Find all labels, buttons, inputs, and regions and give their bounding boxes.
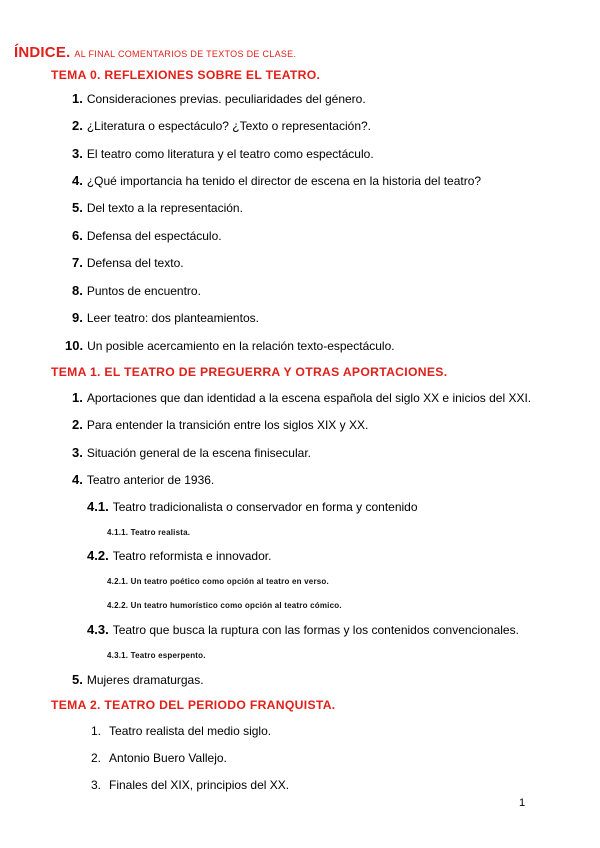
sub-item: 4.1. Teatro tradicionalista o conservador en forma y contenido	[87, 499, 418, 514]
list-item: 10. Un posible acercamiento en la relación texto-espectáculo.	[65, 338, 395, 353]
list-item: 9. Leer teatro: dos planteamientos.	[72, 310, 259, 325]
tema2-title: TEMA 2. TEATRO DEL PERIODO FRANQUISTA.	[51, 698, 336, 712]
list-item: 3. Finales del XIX, principios del XX.	[91, 778, 290, 792]
subsub-item: 4.1.1. Teatro realista.	[107, 528, 191, 537]
page-number: 1	[519, 797, 526, 809]
index-title: ÍNDICE.	[14, 44, 71, 61]
subsub-item: 4.3.1. Teatro esperpento.	[107, 651, 206, 660]
list-item: 1. Consideraciones previas. peculiaridades del género.	[72, 91, 366, 106]
tema1-title: TEMA 1. EL TEATRO DE PREGUERRA Y OTRAS APORTACIONES.	[51, 365, 448, 379]
list-item: 4. ¿Qué importancia ha tenido el director de escena en la historia del teatro?	[72, 173, 482, 188]
list-item: 2. Para entender la transición entre los siglos XIX y XX.	[72, 417, 369, 432]
list-item: 5. Mujeres dramaturgas.	[72, 672, 204, 687]
tema0-title: TEMA 0. REFLEXIONES SOBRE EL TEATRO.	[51, 68, 321, 82]
list-item: 2. Antonio Buero Vallejo.	[91, 751, 227, 765]
list-item: 1. Teatro realista del medio siglo.	[91, 724, 272, 738]
sub-item: 4.2. Teatro reformista e innovador.	[87, 548, 272, 563]
list-item: 3. El teatro como literatura y el teatro como espectáculo.	[72, 146, 374, 161]
list-item: 4. Teatro anterior de 1936.	[72, 472, 215, 487]
list-item: 7. Defensa del texto.	[72, 255, 184, 270]
list-item: 2. ¿Literatura o espectáculo? ¿Texto o representación?.	[72, 118, 372, 133]
sub-item: 4.3. Teatro que busca la ruptura con las formas y los contenidos convencionales.	[87, 622, 519, 637]
list-item: 1. Aportaciones que dan identidad a la escena española del siglo XX e inicios del XXI.	[72, 390, 532, 405]
list-item: 5. Del texto a la representación.	[72, 200, 243, 215]
list-item: 8. Puntos de encuentro.	[72, 283, 201, 298]
subsub-item: 4.2.2. Un teatro humorístico como opción al teatro cómico.	[107, 601, 342, 610]
subsub-item: 4.2.1. Un teatro poético como opción al teatro en verso.	[107, 577, 329, 586]
list-item: 3. Situación general de la escena finisecular.	[72, 445, 311, 460]
index-heading	[14, 44, 296, 62]
index-note: AL FINAL COMENTARIOS DE TEXTOS DE CLASE.	[74, 49, 297, 59]
list-item: 6. Defensa del espectáculo.	[72, 228, 222, 243]
